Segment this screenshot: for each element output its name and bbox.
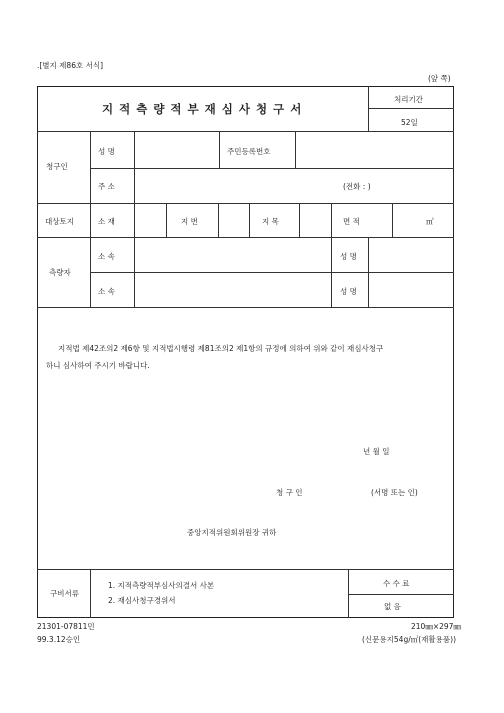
paper-spec: (신문용지54g/㎡(재활용품)) [362, 635, 456, 644]
divider [392, 203, 393, 237]
signature-note: (서명 또는 인) [371, 488, 418, 497]
resident-number-label: 주민등록번호 [227, 147, 271, 156]
divider [299, 203, 300, 237]
divider [368, 108, 454, 109]
page-side-label: (앞 쪽) [428, 74, 451, 83]
divider [331, 203, 332, 307]
fee-value: 없 음 [384, 602, 401, 611]
recipient-line: 중앙지적위원회위원장 귀하 [187, 528, 277, 537]
required-document-item: 2. 재심사청구경위서 [108, 596, 176, 605]
form-number-label: .[별지 제86호 서식] [37, 61, 104, 70]
divider [218, 203, 219, 237]
divider [37, 569, 454, 570]
approval-date: 99.3.12승인 [37, 635, 81, 644]
divider [37, 307, 454, 308]
surveyor-affiliation-label: 소 속 [98, 287, 115, 296]
area-unit: ㎡ [426, 217, 434, 226]
processing-period-label: 처리기간 [394, 95, 423, 104]
land-section-label: 대상토지 [45, 217, 74, 226]
divider [219, 131, 220, 168]
divider [166, 203, 167, 237]
land-category-label: 지 목 [262, 217, 279, 226]
claimant-name-label: 성 명 [98, 147, 115, 156]
surveyor-name-label: 성 명 [340, 287, 357, 296]
divider [90, 272, 454, 273]
divider [348, 594, 454, 595]
surveyor-affiliation-label: 소 속 [98, 252, 115, 261]
required-documents-label: 구비서류 [50, 589, 79, 598]
divider [90, 168, 454, 169]
form-title: 지적측량적부재심사청구서 [102, 102, 308, 116]
divider [37, 237, 454, 238]
divider [348, 569, 349, 618]
phone-label: (전화 : ) [343, 182, 371, 191]
land-location-label: 소 재 [98, 217, 115, 226]
surveyor-section-label: 측량자 [49, 268, 71, 277]
paper-size: 210㎜×297㎜ [411, 622, 461, 631]
claimant-section-label: 청구인 [46, 162, 68, 171]
divider [90, 131, 91, 307]
divider [134, 131, 135, 307]
divider [37, 131, 454, 132]
lot-number-label: 지 번 [181, 217, 198, 226]
divider [368, 86, 369, 131]
form-code: 21301-07811민 [37, 622, 95, 631]
required-document-item: 1. 지적측량적부심사의결서 사본 [108, 581, 215, 590]
divider [295, 131, 296, 168]
claimant-address-label: 주 소 [98, 182, 115, 191]
divider [249, 203, 250, 237]
area-label: 면 적 [343, 217, 360, 226]
processing-period-value: 52일 [401, 118, 418, 127]
fee-label: 수 수 료 [383, 579, 410, 588]
signer-label: 청 구 인 [276, 488, 303, 497]
request-statement-line1: 지적법 제42조의2 제6항 및 지적법시행령 제81조의2 제1항의 규정에 의하여 위와 같이 재심사청구 [58, 344, 384, 353]
request-statement-line2: 하니 심사하여 주시기 바랍니다. [46, 361, 150, 370]
surveyor-name-label: 성 명 [340, 252, 357, 261]
divider [368, 237, 369, 307]
divider [90, 569, 91, 618]
date-line: 년 월 일 [363, 447, 390, 456]
